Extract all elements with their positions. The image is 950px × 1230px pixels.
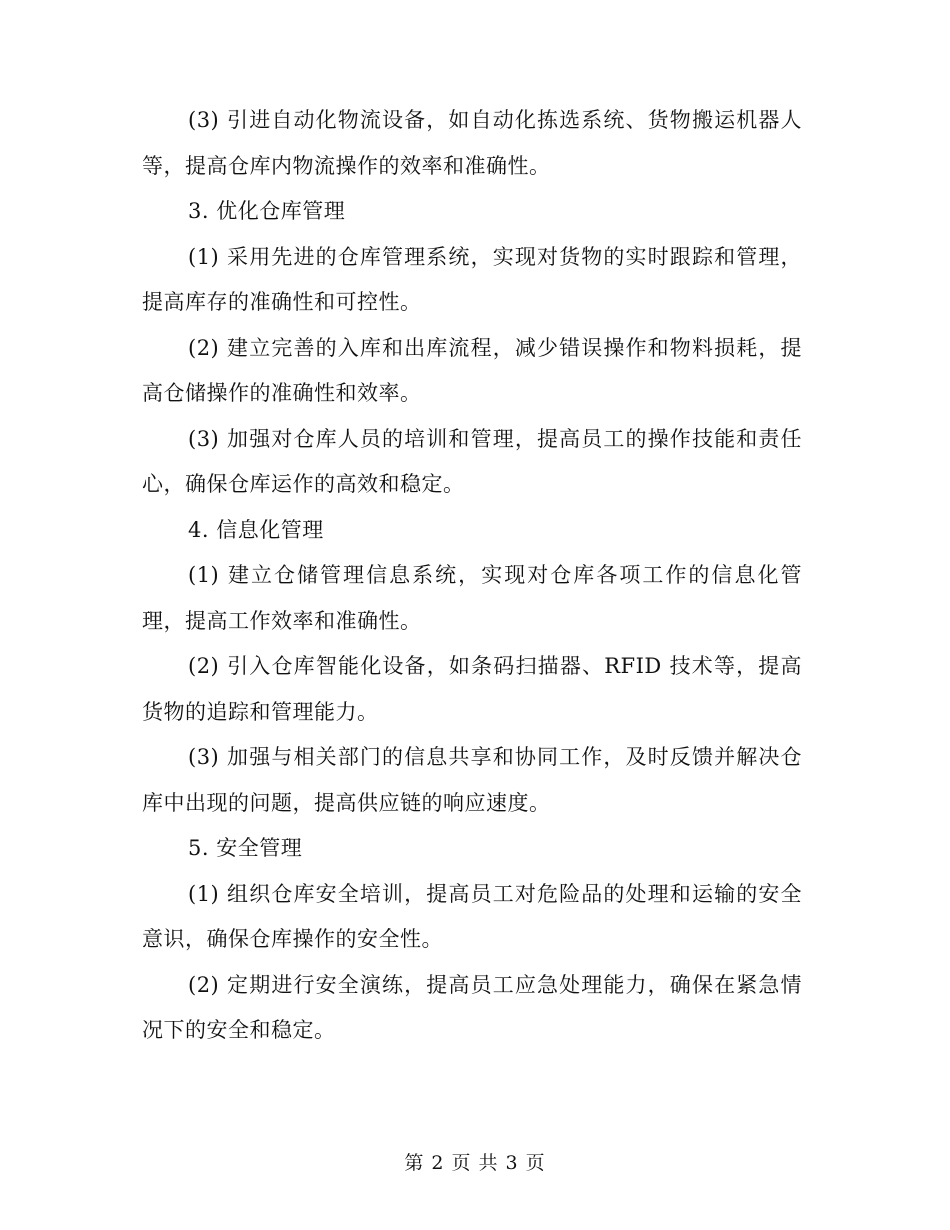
list-item: (3) 加强对仓库人员的培训和管理，提高员工的操作技能和责任心，确保仓库运作的高效和稳定。 (142, 426, 802, 496)
page-number-footer: 第 2 页 共 3 页 (404, 1152, 546, 1174)
list-item: (1) 建立仓储管理信息系统，实现对仓库各项工作的信息化管理，提高工作效率和准确性。 (142, 563, 802, 633)
list-item: (3) 加强与相关部门的信息共享和协同工作，及时反馈并解决仓库中出现的问题，提高供应链的响应速度。 (142, 745, 802, 815)
list-item: (2) 建立完善的入库和出库流程，减少错误操作和物料损耗，提高仓储操作的准确性和效率。 (142, 335, 802, 405)
list-item: (1) 采用先进的仓库管理系统，实现对货物的实时跟踪和管理，提高库存的准确性和可控性。 (142, 244, 802, 314)
document-body (142, 98, 802, 1054)
list-item: (2) 定期进行安全演练，提高员工应急处理能力，确保在紧急情况下的安全和稳定。 (142, 972, 802, 1042)
section-heading: 4. 信息化管理 (188, 517, 324, 542)
list-item: (3) 引进自动化物流设备，如自动化拣选系统、货物搬运机器人等，提高仓库内物流操作的效率和准确性。 (142, 108, 802, 178)
section-heading: 5. 安全管理 (188, 836, 303, 860)
section-heading: 3. 优化仓库管理 (188, 199, 346, 223)
list-item: (1) 组织仓库安全培训，提高员工对危险品的处理和运输的安全意识，确保仓库操作的安全性。 (142, 881, 802, 951)
list-item: (2) 引入仓库智能化设备，如条码扫描器、RFID 技术等，提高货物的追踪和管理能力。 (142, 654, 802, 724)
